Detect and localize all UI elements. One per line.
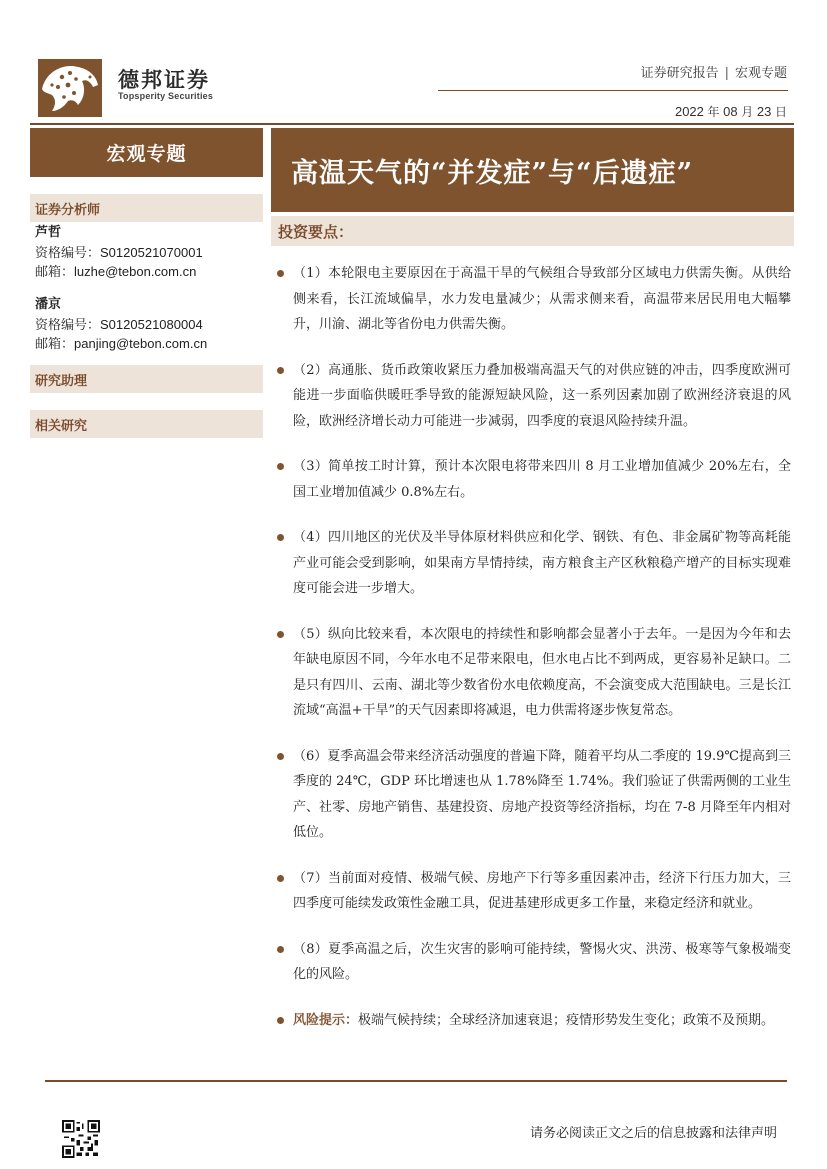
related-research-heading: 相关研究 xyxy=(30,410,263,438)
report-title: 高温天气的“并发症”与“后遗症” xyxy=(271,128,794,212)
disclaimer-note: 请务必阅读正文之后的信息披露和法律声明 xyxy=(529,1126,777,1141)
risk-text: 极端气候持续；全球经济加速衰退；疫情形势发生变化；政策不及预期。 xyxy=(358,1012,775,1028)
analyst-cert-row xyxy=(35,316,207,335)
bullet-icon xyxy=(277,1017,284,1024)
investment-points-list xyxy=(277,261,791,1033)
bullet-icon xyxy=(277,270,284,277)
email-label: 邮箱： xyxy=(35,265,75,280)
point-text: （1）本轮限电主要原因在于高温干旱的气候组合导致部分区域电力供需失衡。从供给侧来看，长江流域偏旱，水力发电量减少；从需求侧来看，高温带来居民用电大幅攀升，川渝、湖北等省份电力供需失衡。 xyxy=(293,266,791,332)
date-month-unit: 月 xyxy=(741,105,754,119)
point-text: （7）当前面对疫情、极端气候、房地产下行等多重因素冲击，经济下行压力加大，三四季度可能续发政策性金融工具，促进基建形成更多工作量，来稳定经济和就业。 xyxy=(293,870,791,911)
point-text: （2）高通胀、货币政策收紧压力叠加极端高温天气的对供应链的冲击，四季度欧洲可能进一步面临供暖旺季导致的能源短缺风险，这一系列因素加剧了欧洲经济衰退的风险，欧洲经济增长动力可能进一步减弱，四季度的衰退风险持续升温。 xyxy=(293,362,791,429)
bullet-icon xyxy=(277,946,284,953)
analyst-cert: S0120521070001 xyxy=(100,245,203,260)
analyst-email[interactable]: luzhe@tebon.com.cn xyxy=(74,264,197,279)
analyst-card xyxy=(35,296,207,354)
analysts-heading: 证券分析师 xyxy=(30,194,263,222)
point-text: （3）简单按工时计算，预计本次限电将带来四川 8 月工业增加值减少 20%左右，全国工业增加值减少 0.8%左右。 xyxy=(293,459,791,500)
brand-name-cn: 德邦证券 xyxy=(118,68,210,92)
list-item xyxy=(277,937,791,988)
bullet-icon xyxy=(277,534,284,541)
point-text: （4）四川地区的光伏及半导体原材料供应和化学、钢铁、有色、非金属矿物等高耗能产业可能会受到影响，如果南方旱情持续，南方粮食主产区秋粮稳产增产的目标实现难度可能会进一步增大。 xyxy=(293,530,791,596)
report-category xyxy=(641,62,787,81)
cert-label: 资格编号： xyxy=(35,318,101,333)
list-item xyxy=(277,866,791,917)
bullet-icon xyxy=(277,463,284,470)
analyst-name: 芦哲 xyxy=(35,225,62,240)
leopard-logo-icon xyxy=(38,59,102,117)
risk-warning xyxy=(277,1008,791,1034)
date-day: 23 xyxy=(756,104,772,119)
point-text: （8）夏季高温之后，次生灾害的影响可能持续，警惕火灾、洪涝、极寒等气象极端变化的风险。 xyxy=(293,941,791,982)
analyst-email-row xyxy=(35,263,203,282)
footer-rule xyxy=(45,1080,787,1082)
analyst-name: 潘京 xyxy=(35,297,62,312)
analyst-cert: S0120521080004 xyxy=(100,317,203,332)
bullet-icon xyxy=(277,753,284,760)
list-item xyxy=(277,358,791,435)
date-month: 08 xyxy=(723,104,738,119)
cert-label: 资格编号： xyxy=(35,246,101,261)
brand-name-en: Topsperity Securities xyxy=(118,91,214,101)
date-year: 2022 xyxy=(674,104,704,119)
report-date xyxy=(675,103,787,120)
point-text: （5）纵向比较来看，本次限电的持续性和影响都会显著小于去年。一是因为今年和去年缺电原因不同，今年水电不足带来限电，但水电占比不到两成，更容易补足缺口。二是只有四川、云南、湖北等少数省份水电依赖度高，不会演变成大范围缺电。三是长江流域“高温+干旱”的天气因素即将减退，电力供需将逐步恢复常态。 xyxy=(293,626,791,718)
bullet-icon xyxy=(277,875,284,882)
list-item xyxy=(277,454,791,505)
report-subcategory-label: 宏观专题 xyxy=(734,66,787,81)
category-separator: | xyxy=(724,66,729,81)
assistant-heading: 研究助理 xyxy=(30,365,263,393)
bullet-icon xyxy=(277,631,284,638)
email-label: 邮箱： xyxy=(35,337,75,352)
investment-points-heading: 投资要点： xyxy=(271,216,794,246)
header-rule xyxy=(438,90,788,91)
list-item xyxy=(277,744,791,846)
analyst-email-row xyxy=(35,335,207,354)
list-item xyxy=(277,622,791,724)
date-day-unit: 日 xyxy=(774,105,787,119)
risk-label: 风险提示： xyxy=(293,1012,359,1028)
top-rule xyxy=(30,123,794,125)
point-text: （6）夏季高温会带来经济活动强度的普遍下降，随着平均从二季度的 19.9℃提高到三季度的 24℃，GDP 环比增速也从 1.78%降至 1.74%。我们验证了供需两侧的工业生产、社零、房地产销售、基建投资、房地产投资等经济指标，均在 7-8 月降至年内相对低位。 xyxy=(293,748,791,840)
date-year-unit: 年 xyxy=(707,105,720,119)
bullet-icon xyxy=(277,367,284,374)
analyst-card xyxy=(35,224,203,282)
analyst-email[interactable]: panjing@tebon.com.cn xyxy=(74,336,208,351)
qr-code-icon[interactable] xyxy=(62,1120,100,1158)
list-item xyxy=(277,525,791,602)
list-item xyxy=(277,261,791,338)
section-banner: 宏观专题 xyxy=(30,128,263,177)
analyst-cert-row xyxy=(35,244,203,263)
report-category-label: 证券研究报告 xyxy=(640,66,719,81)
